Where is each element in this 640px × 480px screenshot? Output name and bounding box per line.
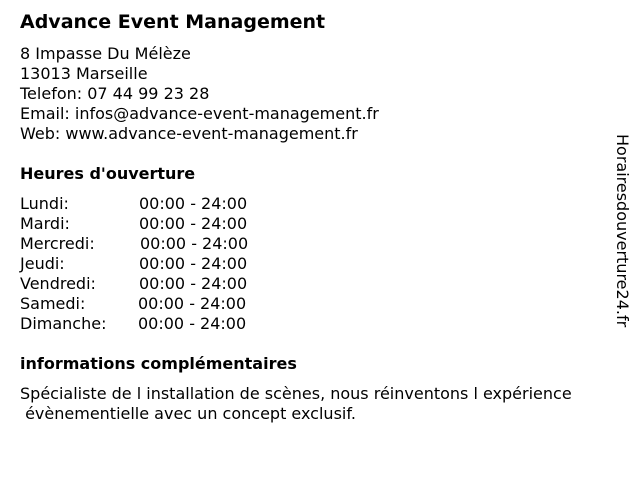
hours-row-thursday	[20, 254, 280, 274]
hours-time: 00:00 - 24:00	[138, 314, 247, 333]
phone-number: Telefon: 07 44 99 23 28	[20, 84, 210, 103]
description-line: évènementielle avec un concept exclusif.	[20, 404, 356, 423]
hours-heading: Heures d'ouverture	[20, 164, 196, 183]
hours-day: Vendredi:	[20, 274, 96, 293]
description-line: Spécialiste de l installation de scènes, nous réinventons l expérience	[20, 384, 572, 403]
hours-day: Lundi:	[20, 194, 69, 213]
hours-day: Dimanche:	[20, 314, 107, 333]
hours-day: Jeudi:	[20, 254, 65, 273]
info-heading: informations complémentaires	[20, 354, 297, 373]
hours-day: Mardi:	[20, 214, 70, 233]
business-description	[20, 384, 620, 424]
address-city: 13013 Marseille	[20, 64, 148, 83]
hours-time: 00:00 - 24:00	[139, 254, 248, 273]
hours-time: 00:00 - 24:00	[138, 294, 247, 313]
business-name: Advance Event Management	[20, 11, 326, 33]
email-address: Email: infos@advance-event-management.fr	[20, 104, 379, 123]
hours-day: Samedi:	[20, 294, 86, 313]
hours-time: 00:00 - 24:00	[140, 234, 249, 253]
contact-block	[20, 44, 379, 144]
hours-row-wednesday	[20, 234, 280, 254]
hours-time: 00:00 - 24:00	[139, 214, 248, 233]
hours-row-saturday	[20, 294, 280, 314]
hours-row-tuesday	[20, 214, 280, 234]
website: Web: www.advance-event-management.fr	[20, 124, 358, 143]
hours-row-sunday	[20, 314, 280, 334]
hours-row-monday	[20, 194, 280, 214]
address-street: 8 Impasse Du Mélèze	[20, 44, 191, 63]
hours-day: Mercredi:	[20, 234, 95, 253]
hours-time: 00:00 - 24:00	[139, 274, 248, 293]
hours-time: 00:00 - 24:00	[139, 194, 248, 213]
hours-table	[20, 194, 280, 334]
hours-row-friday	[20, 274, 280, 294]
site-watermark: Horairesdouverture24.fr	[613, 134, 632, 328]
